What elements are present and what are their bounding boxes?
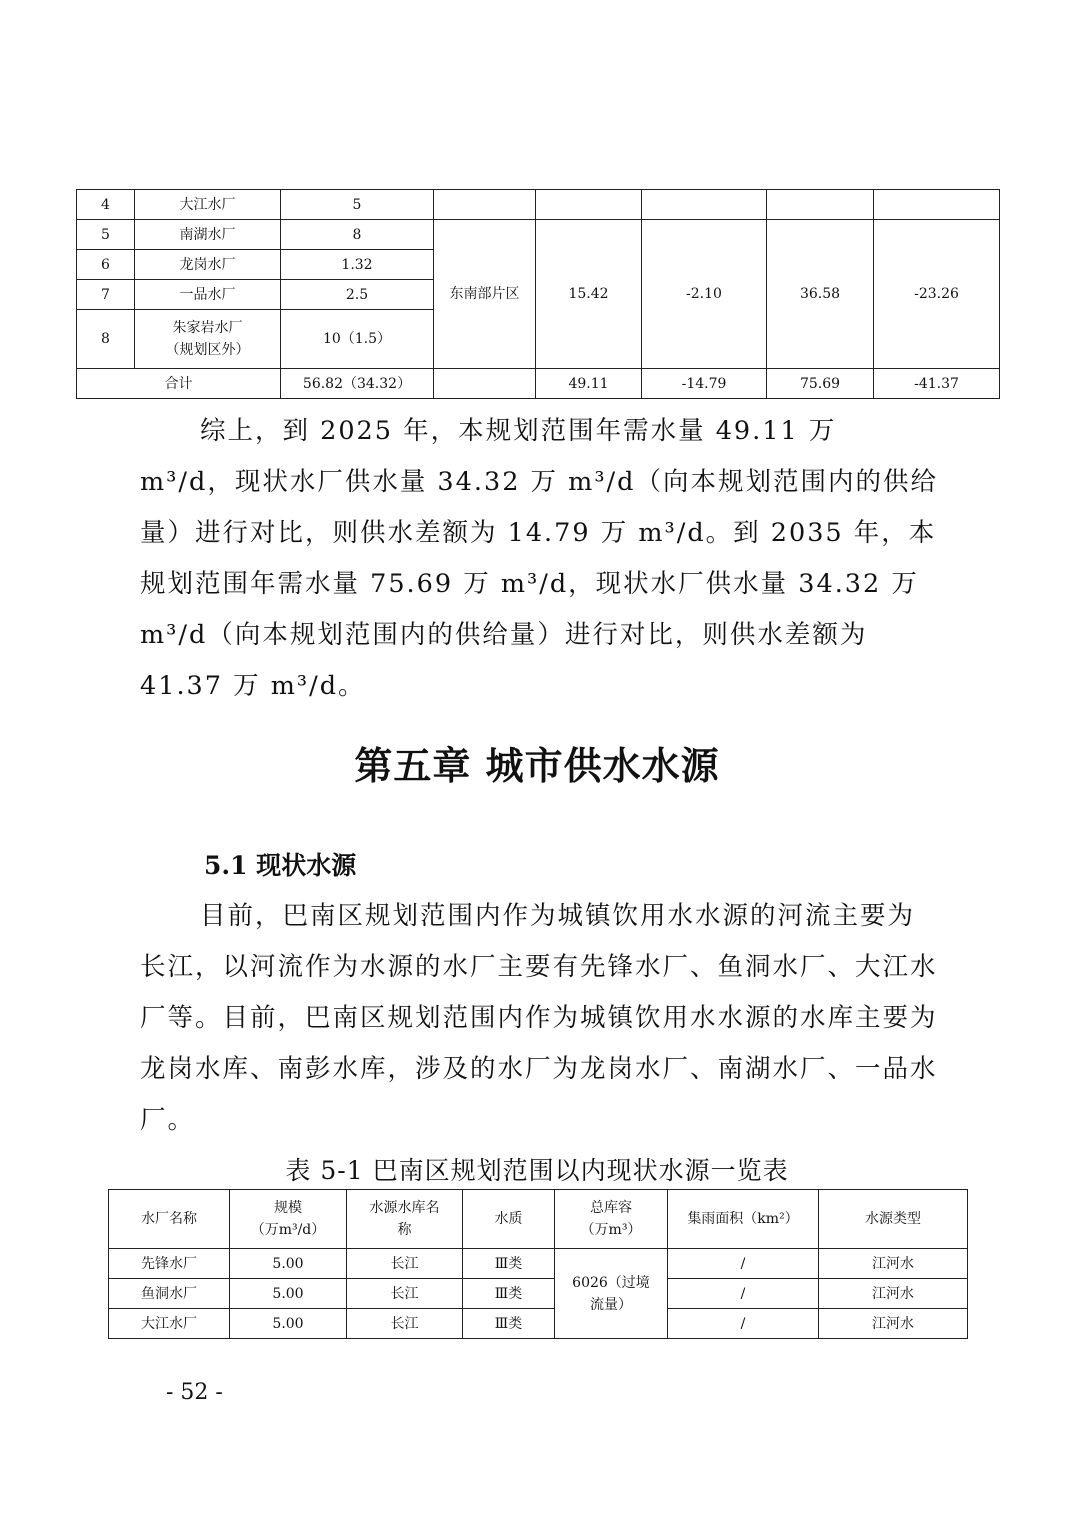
table-header-row [109, 1190, 968, 1249]
table-cell: Ⅲ类 [463, 1249, 555, 1279]
table-cell: 49.11 [536, 369, 642, 399]
table-cell: 2.5 [281, 280, 434, 310]
table-cell: Ⅲ类 [463, 1279, 555, 1309]
table-cell [434, 369, 536, 399]
table-cell: 5.00 [230, 1279, 347, 1309]
table-cell: 一品水厂 [135, 280, 281, 310]
water-source-table [108, 1189, 968, 1339]
summary-paragraph: 综上，到 2025 年，本规划范围年需水量 49.11 万 m³/d，现状水厂供水量 34.32 万 m³/d（向本规划范围内的供给量）进行对比，则供水差额为 14.79 万 m³/d。到 2035 年，本规划范围年需水量 75.69 万 m³/d，现状水厂供水量 34.32 万 m³/d（向本规划范围内的供给量）进行对比，则供水差额为 41.37 万 m³/d。 [140, 416, 938, 701]
cell-line: 水源水库名 [369, 1200, 440, 1216]
table-cell: 1.32 [281, 250, 434, 280]
table-cell: Ⅲ类 [463, 1309, 555, 1339]
table-cell [642, 190, 767, 220]
cell-line: （规划区外） [165, 342, 250, 358]
section-paragraph: 目前，巴南区规划范围内作为城镇饮用水水源的河流主要为长江，以河流作为水源的水厂主要有先锋水厂、鱼洞水厂、大江水厂等。目前，巴南区规划范围内作为城镇饮用水水源的水库主要为龙岗水库、南彭水库，涉及的水厂为龙岗水厂、南湖水厂、一品水厂。 [140, 901, 938, 1135]
header-cell: 水厂名称 [109, 1190, 230, 1249]
table-cell: 7 [77, 280, 135, 310]
cell-line: 总库容 [590, 1200, 632, 1216]
cell-line: 规模 [274, 1200, 302, 1216]
header-cell: 水源类型 [819, 1190, 968, 1249]
table-cell: 长江 [347, 1249, 463, 1279]
table-cell: 大江水厂 [135, 190, 281, 220]
table-cell: 5.00 [230, 1309, 347, 1339]
table-cell: 长江 [347, 1279, 463, 1309]
merged-value-cell: -2.10 [642, 220, 767, 369]
chapter-title: 第五章 城市供水水源 [354, 743, 720, 788]
table-cell [767, 190, 874, 220]
cell-line: （万m³/d） [250, 1222, 326, 1238]
table-row [109, 1309, 968, 1339]
table-cell: 56.82（34.32） [281, 369, 434, 399]
capacity-text: 6026（过境流量） [572, 1274, 650, 1313]
table-cell: 8 [281, 220, 434, 250]
table-cell: 江河水 [819, 1309, 968, 1339]
header-cell [555, 1190, 668, 1249]
table-cell: / [668, 1249, 819, 1279]
table-cell [874, 190, 1000, 220]
merged-capacity-cell [555, 1249, 668, 1339]
total-label: 合计 [77, 369, 281, 399]
water-plant-balance-table [76, 189, 1000, 399]
cell-line: （万m³） [580, 1222, 642, 1238]
merged-area-cell: 东南部片区 [434, 220, 536, 369]
header-cell: 水质 [463, 1190, 555, 1249]
merged-value-cell: 15.42 [536, 220, 642, 369]
table-cell: 龙岗水厂 [135, 250, 281, 280]
header-cell [230, 1190, 347, 1249]
header-cell: 集雨面积（km²） [668, 1190, 819, 1249]
table-cell: 4 [77, 190, 135, 220]
section-title: 5.1 现状水源 [204, 851, 357, 880]
cell-line: 称 [397, 1222, 412, 1238]
table-cell [536, 190, 642, 220]
table-cell: / [668, 1279, 819, 1309]
table-cell: 南湖水厂 [135, 220, 281, 250]
table-cell: / [668, 1309, 819, 1339]
table-cell: 鱼洞水厂 [109, 1279, 230, 1309]
table-cell: 大江水厂 [109, 1309, 230, 1339]
merged-value-cell: 36.58 [767, 220, 874, 369]
table-cell: 5 [77, 220, 135, 250]
table-cell [135, 310, 281, 369]
table-row [77, 220, 1000, 250]
table-cell [434, 190, 536, 220]
merged-value-cell: -23.26 [874, 220, 1000, 369]
table-cell: 江河水 [819, 1249, 968, 1279]
table-caption: 表 5-1 巴南区规划范围以内现状水源一览表 [285, 1156, 789, 1185]
table-cell: 先锋水厂 [109, 1249, 230, 1279]
page-number: - 52 - [166, 1380, 223, 1405]
table-cell: 江河水 [819, 1279, 968, 1309]
table-row [77, 190, 1000, 220]
table-cell: 75.69 [767, 369, 874, 399]
table-cell: 5.00 [230, 1249, 347, 1279]
table-cell: 5 [281, 190, 434, 220]
table-cell: 6 [77, 250, 135, 280]
header-cell [347, 1190, 463, 1249]
cell-line: 朱家岩水厂 [172, 320, 243, 336]
table-row-total [77, 369, 1000, 399]
table-cell: -14.79 [642, 369, 767, 399]
table-cell: 8 [77, 310, 135, 369]
table-cell: 10（1.5） [281, 310, 434, 369]
table-cell: 长江 [347, 1309, 463, 1339]
table-row [109, 1279, 968, 1309]
table-cell: -41.37 [874, 369, 1000, 399]
table-row [109, 1249, 968, 1279]
